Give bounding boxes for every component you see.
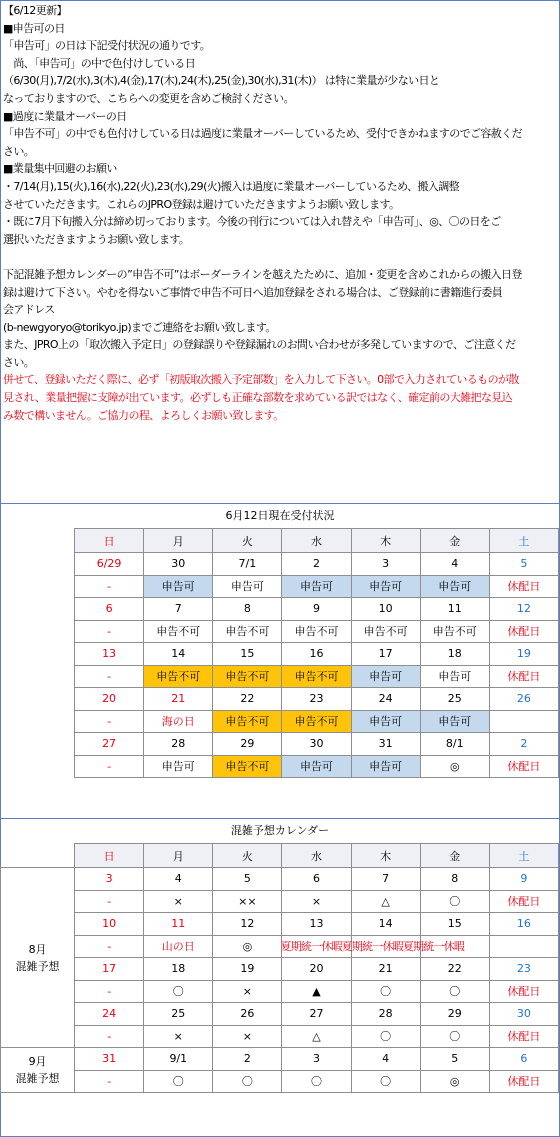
status-cell: -: [75, 710, 144, 733]
notice-line: [3, 248, 555, 266]
date-cell: 7/1: [213, 553, 282, 576]
date-cell: 6/29: [75, 553, 144, 576]
status-cell: ▲: [282, 980, 351, 1003]
date-cell: 24: [351, 688, 420, 711]
date-cell: 29: [213, 733, 282, 756]
date-cell: 16: [489, 913, 558, 936]
notice-line: また、JPRO上の「取次搬入予定日」の登録誤りや登録漏れのお問い合わせが多発していますので、ご注意くだ: [3, 338, 516, 352]
status-cell: 申告不可: [144, 620, 213, 643]
weekday-header: 土: [489, 529, 558, 553]
status-cell: 申告不可: [351, 620, 420, 643]
notice-line: ・7/14(月),15(火),16(水),22(火),23(水),29(火)搬入は過度に業量オーバーしているため、搬入調整: [3, 179, 460, 193]
date-cell: 9: [489, 868, 558, 891]
section-divider: [0, 503, 560, 504]
date-cell: 19: [213, 958, 282, 981]
date-cell: 12: [489, 598, 558, 621]
date-cell: 22: [420, 958, 489, 981]
date-cell: 7: [351, 868, 420, 891]
status-cell: 〇: [144, 980, 213, 1003]
date-cell: 22: [213, 688, 282, 711]
date-cell: 31: [75, 1048, 144, 1071]
notice-line: 「申告可」の日は下記受付状況の通りです。: [3, 39, 211, 53]
date-cell: 6: [489, 1048, 558, 1071]
date-cell: 9/1: [144, 1048, 213, 1071]
month-label-text: 混雑予想: [15, 959, 60, 973]
date-cell: 20: [282, 958, 351, 981]
notice-line: （6/30(月),7/2(水),3(木),4(金),17(木),24(木),25(金),30(水),31(木)） は特に業量が少ない日と: [3, 74, 440, 88]
status-cell: 申告不可: [282, 620, 351, 643]
date-cell: 3: [282, 1048, 351, 1071]
date-cell: 27: [75, 733, 144, 756]
notice-line: 併せて、登録いただく際に、必ず「初版取次搬入予定部数」を入力して下さい。0部で入力されているものが散: [3, 373, 519, 387]
status-cell: 山の日: [144, 935, 213, 958]
date-cell: 30: [489, 1003, 558, 1026]
date-cell: 26: [489, 688, 558, 711]
date-cell: 4: [351, 1048, 420, 1071]
date-cell: 21: [144, 688, 213, 711]
date-cell: 16: [282, 643, 351, 666]
weekday-header: 日: [75, 529, 144, 553]
notice-line: 見され、業量把握に支障が出ています。必ずしも正確な部数を求めている訳ではなく、確定前の大雑把な見込: [3, 391, 513, 405]
status-cell: 休配日: [489, 620, 558, 643]
date-cell: 12: [213, 913, 282, 936]
status-cell: [489, 935, 558, 958]
notice-line: 録は避けて下さい。やむを得ないご事情で申告不可日へ追加登録をされる場合は、ご登録前に書籍進行委員: [3, 285, 503, 299]
date-cell: 6: [282, 868, 351, 891]
status-cell: 休配日: [489, 575, 558, 598]
status-cell: 申告可: [144, 575, 213, 598]
weekday-header: 月: [144, 844, 213, 868]
month-label-text: 混雑予想: [15, 1072, 60, 1085]
forecast-caption: 混雑予想カレンダー: [230, 824, 330, 837]
month-label-month: 9月: [28, 1055, 47, 1068]
date-cell: 8: [213, 598, 282, 621]
status-cell: ◎: [420, 1070, 489, 1093]
month-label-month: 8月: [28, 942, 47, 956]
date-cell: 8/1: [420, 733, 489, 756]
status-cell: 申告可: [420, 575, 489, 598]
notice-line: ■申告可の日: [3, 21, 65, 35]
status-cell: ×: [144, 890, 213, 913]
status-cell: 〇: [282, 1070, 351, 1093]
date-cell: 6: [75, 598, 144, 621]
date-cell: 5: [213, 868, 282, 891]
date-cell: 13: [282, 913, 351, 936]
weekday-header: 日: [75, 844, 144, 868]
notice-line: 尚、「申告可」の中で色付けしている日: [3, 56, 196, 70]
notice-line: 「申告不可」の中でも色付けしている日は過度に業量オーバーしているため、受付できかねますのでご容赦くだ: [3, 127, 523, 141]
notice-line: ・既に7月下旬搬入分は締め切っております。今後の刊行については入れ替えや「申告可」、◎、〇の日をご: [3, 215, 501, 229]
status-cell: [280, 935, 465, 958]
status-cell: -: [75, 1070, 144, 1093]
status-cell: 申告不可: [282, 710, 351, 733]
status-cell: ×: [213, 980, 282, 1003]
date-cell: 2: [489, 733, 558, 756]
section-divider: [0, 818, 560, 819]
status-cell: -: [75, 935, 144, 958]
status-cell: 申告不可: [213, 755, 282, 778]
status-cell: 申告可: [351, 665, 420, 688]
date-cell: 3: [351, 553, 420, 576]
status-cell: 申告可: [282, 575, 351, 598]
reception-calendar: [74, 528, 559, 778]
status-cell: 〇: [351, 980, 420, 1003]
notice-line: なっておりますので、こちらへの変更を含めご検討ください。: [3, 91, 294, 105]
date-cell: 2: [213, 1048, 282, 1071]
date-cell: 14: [144, 643, 213, 666]
weekday-header: 金: [420, 844, 489, 868]
status-cell: 〇: [351, 1070, 420, 1093]
date-cell: 5: [489, 553, 558, 576]
status-cell: 〇: [144, 1070, 213, 1093]
weekday-header: 水: [282, 529, 351, 553]
date-cell: 2: [282, 553, 351, 576]
notice-line: さい。: [3, 144, 35, 158]
date-cell: 20: [75, 688, 144, 711]
status-cell: 申告不可: [282, 665, 351, 688]
notice-line: 下記混雑予想カレンダーの”申告不可”はボーダーラインを越えたために、追加・変更を含めこれからの搬入日登: [3, 267, 522, 281]
date-cell: 26: [213, 1003, 282, 1026]
weekday-header: 水: [282, 844, 351, 868]
status-cell: 申告可: [213, 575, 282, 598]
date-cell: 30: [282, 733, 351, 756]
reception-caption: 6月12日現在受付状況: [225, 509, 335, 522]
date-cell: 10: [75, 913, 144, 936]
notice-line: み数で構いません。ご協力の程、よろしくお願い致します。: [3, 408, 284, 422]
status-cell: 申告可: [351, 710, 420, 733]
weekday-header: 木: [351, 529, 420, 553]
weekday-header: 火: [213, 844, 282, 868]
status-cell: △: [282, 1025, 351, 1048]
date-cell: 3: [75, 868, 144, 891]
weekday-header: 土: [489, 844, 558, 868]
status-cell: ×: [213, 1025, 282, 1048]
status-cell: -: [75, 755, 144, 778]
date-cell: 27: [282, 1003, 351, 1026]
status-cell: 〇: [213, 1070, 282, 1093]
status-cell: △: [351, 890, 420, 913]
weekday-header: 火: [213, 529, 282, 553]
status-cell: 申告不可: [213, 710, 282, 733]
status-cell: ◎: [213, 935, 282, 958]
forecast-calendar: [0, 843, 559, 1093]
date-cell: 24: [75, 1003, 144, 1026]
notice-line: 会アドレス: [3, 303, 55, 317]
date-cell: 23: [282, 688, 351, 711]
date-cell: 25: [420, 688, 489, 711]
status-cell: ◎: [420, 755, 489, 778]
status-cell: 休配日: [489, 1025, 558, 1048]
notice-line: 選択いただきますようお願い致します。: [3, 232, 190, 246]
date-cell: 13: [75, 643, 144, 666]
date-cell: 19: [489, 643, 558, 666]
notice-line: さい。: [3, 355, 35, 369]
notice-line: 【6/12更新】: [3, 4, 67, 17]
date-cell: 4: [420, 553, 489, 576]
status-cell: -: [75, 1025, 144, 1048]
date-cell: 4: [144, 868, 213, 891]
date-cell: 21: [351, 958, 420, 981]
status-cell: 申告可: [351, 575, 420, 598]
weekday-header: 月: [144, 529, 213, 553]
date-cell: 17: [351, 643, 420, 666]
status-cell: -: [75, 665, 144, 688]
date-cell: 25: [144, 1003, 213, 1026]
status-cell: 休配日: [489, 1070, 558, 1093]
summer-holiday-label: 夏期統一休暇夏期統一休暇夏期統一休暇: [280, 940, 465, 954]
notice-line: (b-newgyoryo@torikyo.jp)までご連絡をお願い致します。: [3, 320, 276, 334]
status-cell: 休配日: [489, 755, 558, 778]
date-cell: 5: [420, 1048, 489, 1071]
date-cell: 31: [351, 733, 420, 756]
month-label: [1, 868, 75, 1048]
status-cell: 申告不可: [213, 620, 282, 643]
status-cell: 休配日: [489, 980, 558, 1003]
date-cell: 23: [489, 958, 558, 981]
status-cell: -: [75, 620, 144, 643]
status-cell: 申告可: [144, 755, 213, 778]
status-cell: 申告不可: [144, 665, 213, 688]
status-cell: [489, 710, 558, 733]
status-cell: -: [75, 575, 144, 598]
status-cell: 休配日: [489, 665, 558, 688]
date-cell: 15: [420, 913, 489, 936]
status-cell: ××: [213, 890, 282, 913]
status-cell: 申告可: [351, 755, 420, 778]
status-cell: 〇: [420, 890, 489, 913]
status-cell: 〇: [420, 980, 489, 1003]
date-cell: 8: [420, 868, 489, 891]
status-cell: 〇: [351, 1025, 420, 1048]
date-cell: 14: [351, 913, 420, 936]
date-cell: 9: [282, 598, 351, 621]
weekday-header: 金: [420, 529, 489, 553]
corner-blank: [1, 844, 75, 868]
date-cell: 11: [144, 913, 213, 936]
status-cell: 申告可: [420, 710, 489, 733]
notice-line: ■過度に業量オーバーの日: [3, 109, 127, 123]
notice-line: させていただきます。これらのJPRO登録は避けていただきますようお願い致します。: [3, 197, 400, 211]
status-cell: 申告可: [282, 755, 351, 778]
notice-line: ■業量集中回避のお願い: [3, 162, 117, 176]
status-cell: ×: [282, 890, 351, 913]
status-cell: 〇: [420, 1025, 489, 1048]
status-cell: 申告可: [420, 665, 489, 688]
status-cell: -: [75, 890, 144, 913]
date-cell: 7: [144, 598, 213, 621]
date-cell: 10: [351, 598, 420, 621]
weekday-header: 木: [351, 844, 420, 868]
status-cell: 休配日: [489, 890, 558, 913]
status-cell: 海の日: [144, 710, 213, 733]
status-cell: ×: [144, 1025, 213, 1048]
date-cell: 29: [420, 1003, 489, 1026]
date-cell: 30: [144, 553, 213, 576]
date-cell: 15: [213, 643, 282, 666]
date-cell: 17: [75, 958, 144, 981]
status-cell: -: [75, 980, 144, 1003]
status-cell: 申告不可: [420, 620, 489, 643]
date-cell: 11: [420, 598, 489, 621]
date-cell: 18: [144, 958, 213, 981]
date-cell: 28: [351, 1003, 420, 1026]
date-cell: 18: [420, 643, 489, 666]
date-cell: 28: [144, 733, 213, 756]
notice-block: [3, 2, 555, 424]
month-label: [1, 1048, 75, 1093]
status-cell: 申告不可: [213, 665, 282, 688]
